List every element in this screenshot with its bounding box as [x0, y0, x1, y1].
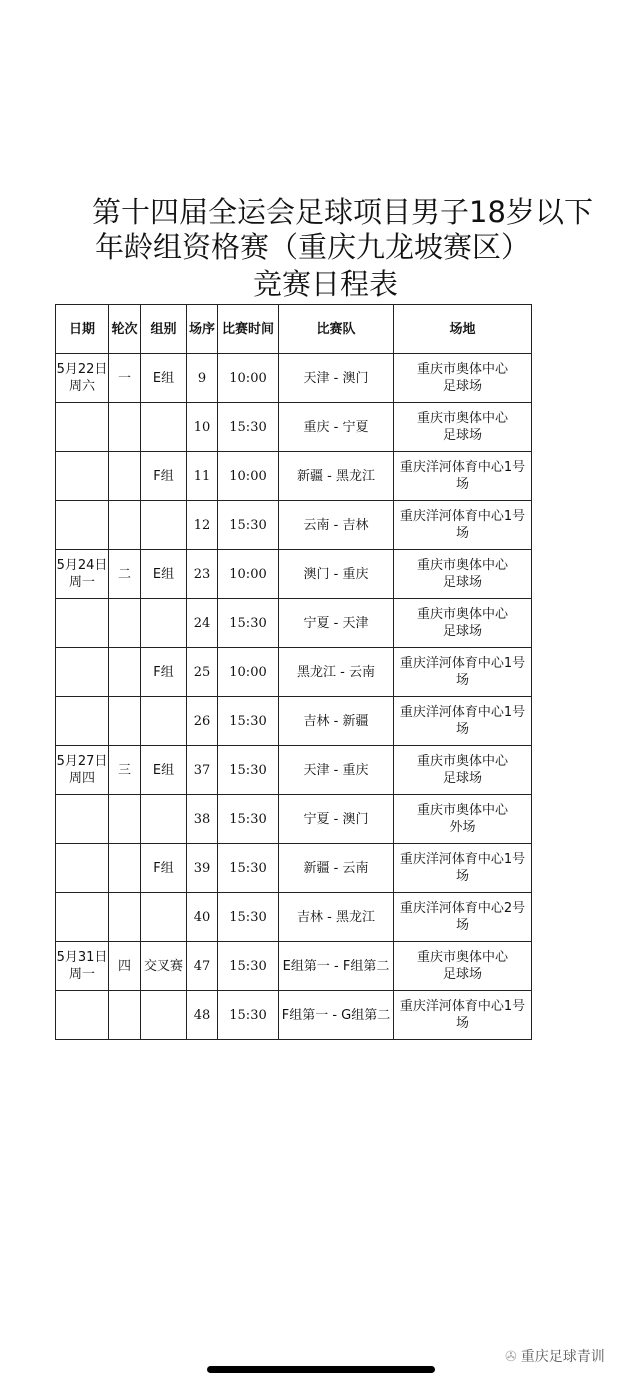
cell-teams: F组第一 - G组第二 — [279, 991, 394, 1040]
table-row — [56, 550, 532, 599]
cell-date — [56, 991, 109, 1040]
cell-group — [141, 599, 187, 648]
column-header: 比赛时间 — [218, 305, 279, 354]
cell-round — [109, 844, 141, 893]
cell-date: 5月24日 周一 — [56, 550, 109, 599]
cell-date — [56, 844, 109, 893]
cell-seq: 9 — [187, 354, 218, 403]
cell-group: 交叉赛 — [141, 942, 187, 991]
cell-seq: 23 — [187, 550, 218, 599]
cell-group: F组 — [141, 844, 187, 893]
cell-group — [141, 893, 187, 942]
cell-venue: 重庆市奥体中心 足球场 — [394, 354, 532, 403]
cell-seq: 37 — [187, 746, 218, 795]
cell-seq: 25 — [187, 648, 218, 697]
cell-round — [109, 648, 141, 697]
watermark-text: 重庆足球青训 — [520, 1349, 605, 1365]
table-row — [56, 746, 532, 795]
cell-group: F组 — [141, 648, 187, 697]
cell-group: F组 — [141, 452, 187, 501]
cell-group: E组 — [141, 550, 187, 599]
cell-time: 15:30 — [218, 746, 279, 795]
cell-time: 15:30 — [218, 991, 279, 1040]
cell-time: 15:30 — [218, 893, 279, 942]
table-row — [56, 991, 532, 1040]
cell-teams: 新疆 - 云南 — [279, 844, 394, 893]
cell-venue: 重庆洋河体育中心1号 场 — [394, 501, 532, 550]
cell-teams: 重庆 - 宁夏 — [279, 403, 394, 452]
cell-seq: 26 — [187, 697, 218, 746]
cell-seq: 11 — [187, 452, 218, 501]
cell-group: E组 — [141, 746, 187, 795]
cell-date — [56, 795, 109, 844]
cell-round: 三 — [109, 746, 141, 795]
cell-time: 10:00 — [218, 648, 279, 697]
cell-time: 10:00 — [218, 452, 279, 501]
cell-group — [141, 795, 187, 844]
cell-round — [109, 795, 141, 844]
cell-teams: 吉林 - 黑龙江 — [279, 893, 394, 942]
cell-round — [109, 501, 141, 550]
cell-teams: 宁夏 - 天津 — [279, 599, 394, 648]
cell-time: 15:30 — [218, 844, 279, 893]
cell-seq: 24 — [187, 599, 218, 648]
cell-venue: 重庆洋河体育中心1号 场 — [394, 844, 532, 893]
home-indicator[interactable] — [207, 1366, 435, 1373]
cell-date: 5月27日 周四 — [56, 746, 109, 795]
cell-venue: 重庆市奥体中心 足球场 — [394, 550, 532, 599]
cell-round: 一 — [109, 354, 141, 403]
title-line-1: 第十四届全运会足球项目男子18岁以下 — [92, 195, 593, 229]
cell-teams: 吉林 - 新疆 — [279, 697, 394, 746]
table-row — [56, 599, 532, 648]
cell-teams: E组第一 - F组第二 — [279, 942, 394, 991]
cell-seq: 39 — [187, 844, 218, 893]
cell-time: 15:30 — [218, 942, 279, 991]
cell-teams: 天津 - 澳门 — [279, 354, 394, 403]
cell-date — [56, 403, 109, 452]
cell-venue: 重庆洋河体育中心1号 场 — [394, 648, 532, 697]
column-header: 轮次 — [109, 305, 141, 354]
cell-venue: 重庆市奥体中心 足球场 — [394, 746, 532, 795]
wechat-icon: ✇ — [505, 1349, 517, 1365]
table-row — [56, 648, 532, 697]
cell-time: 15:30 — [218, 403, 279, 452]
column-header: 日期 — [56, 305, 109, 354]
cell-teams: 天津 - 重庆 — [279, 746, 394, 795]
watermark — [505, 1346, 605, 1366]
cell-seq: 10 — [187, 403, 218, 452]
cell-venue: 重庆洋河体育中心1号 场 — [394, 452, 532, 501]
cell-round — [109, 893, 141, 942]
cell-round — [109, 599, 141, 648]
table-row — [56, 697, 532, 746]
cell-date: 5月22日 周六 — [56, 354, 109, 403]
cell-date — [56, 599, 109, 648]
cell-seq: 40 — [187, 893, 218, 942]
cell-date — [56, 697, 109, 746]
cell-seq: 12 — [187, 501, 218, 550]
table-row — [56, 795, 532, 844]
cell-round — [109, 452, 141, 501]
title-line-2: 年龄组资格赛（重庆九龙坡赛区） — [94, 230, 530, 264]
column-header: 组别 — [141, 305, 187, 354]
cell-time: 15:30 — [218, 599, 279, 648]
cell-group — [141, 697, 187, 746]
cell-date — [56, 501, 109, 550]
cell-group — [141, 403, 187, 452]
cell-date — [56, 893, 109, 942]
cell-venue: 重庆市奥体中心 足球场 — [394, 599, 532, 648]
cell-round — [109, 697, 141, 746]
table-row — [56, 942, 532, 991]
cell-date — [56, 648, 109, 697]
title-line-3: 竞赛日程表 — [252, 267, 398, 301]
cell-group: E组 — [141, 354, 187, 403]
cell-venue: 重庆洋河体育中心1号 场 — [394, 991, 532, 1040]
cell-date: 5月31日 周一 — [56, 942, 109, 991]
cell-group — [141, 991, 187, 1040]
table-row — [56, 452, 532, 501]
cell-seq: 38 — [187, 795, 218, 844]
table-row — [56, 501, 532, 550]
table-row — [56, 893, 532, 942]
cell-round — [109, 403, 141, 452]
table-row — [56, 354, 532, 403]
column-header: 场地 — [394, 305, 532, 354]
cell-venue: 重庆市奥体中心 外场 — [394, 795, 532, 844]
cell-time: 15:30 — [218, 795, 279, 844]
cell-teams: 澳门 - 重庆 — [279, 550, 394, 599]
cell-teams: 新疆 - 黑龙江 — [279, 452, 394, 501]
cell-round — [109, 991, 141, 1040]
cell-time: 15:30 — [218, 501, 279, 550]
cell-time: 15:30 — [218, 697, 279, 746]
cell-venue: 重庆市奥体中心 足球场 — [394, 942, 532, 991]
cell-seq: 47 — [187, 942, 218, 991]
schedule-table — [55, 304, 532, 1040]
table-row — [56, 403, 532, 452]
cell-round: 二 — [109, 550, 141, 599]
cell-time: 10:00 — [218, 354, 279, 403]
cell-seq: 48 — [187, 991, 218, 1040]
table-row — [56, 844, 532, 893]
cell-venue: 重庆市奥体中心 足球场 — [394, 403, 532, 452]
cell-teams: 黑龙江 - 云南 — [279, 648, 394, 697]
cell-time: 10:00 — [218, 550, 279, 599]
cell-teams: 宁夏 - 澳门 — [279, 795, 394, 844]
cell-round: 四 — [109, 942, 141, 991]
cell-teams: 云南 - 吉林 — [279, 501, 394, 550]
cell-venue: 重庆洋河体育中心2号 场 — [394, 893, 532, 942]
column-header: 场序 — [187, 305, 218, 354]
cell-venue: 重庆洋河体育中心1号 场 — [394, 697, 532, 746]
cell-date — [56, 452, 109, 501]
cell-group — [141, 501, 187, 550]
column-header: 比赛队 — [279, 305, 394, 354]
